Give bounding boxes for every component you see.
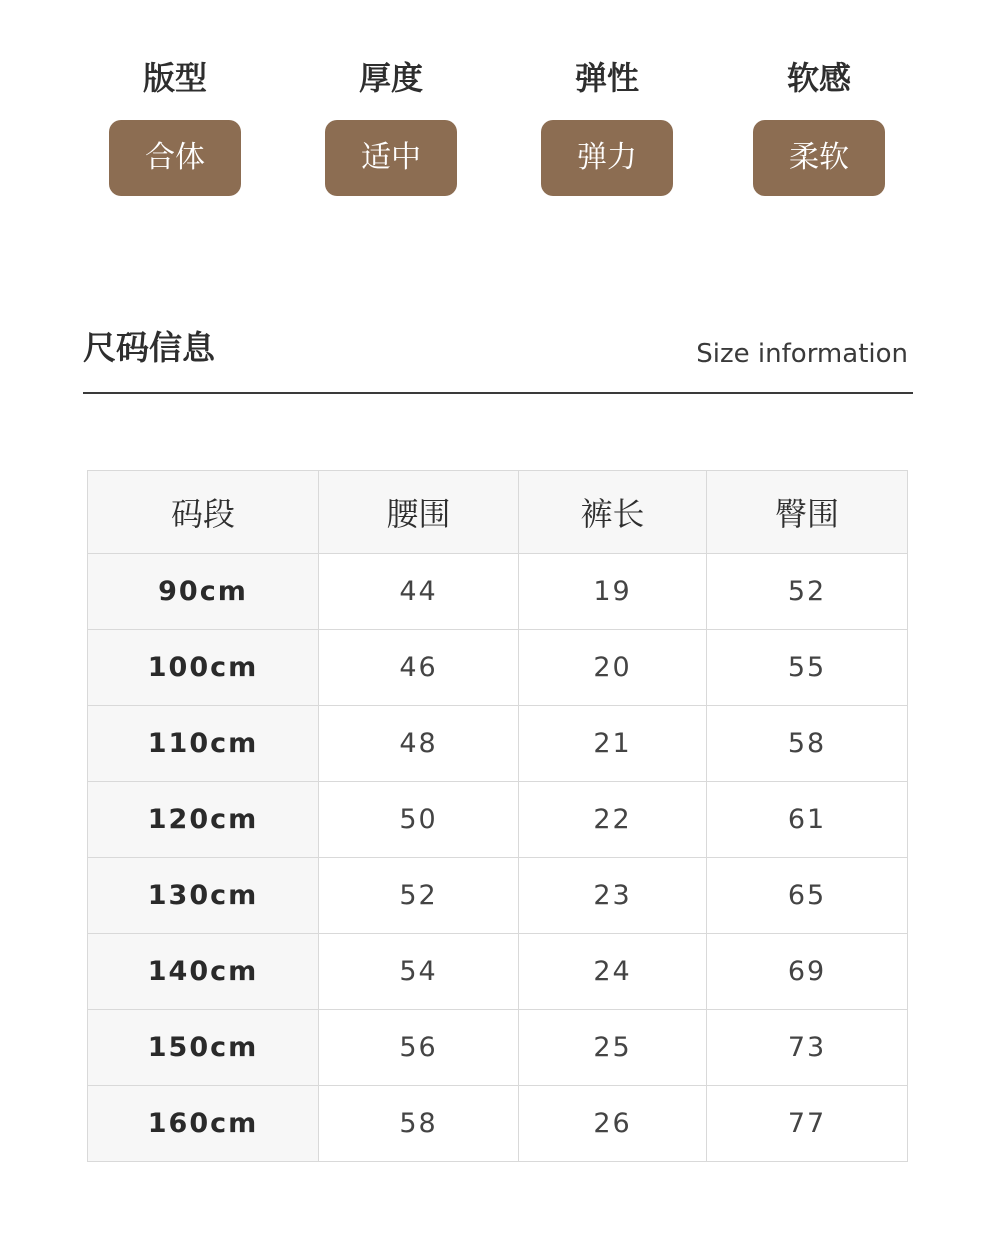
cell-size: 160cm xyxy=(88,1086,319,1162)
attribute-title: 软感 xyxy=(786,59,851,97)
cell-length: 25 xyxy=(519,1010,707,1086)
cell-waist: 58 xyxy=(319,1086,519,1162)
cell-length: 24 xyxy=(519,934,707,1010)
attribute-softness xyxy=(753,0,885,196)
table-header-row xyxy=(88,471,908,554)
cell-waist: 48 xyxy=(319,706,519,782)
cell-hip: 61 xyxy=(707,782,908,858)
attribute-badge: 弹力 xyxy=(541,120,673,196)
section-subtitle: Size information xyxy=(696,339,908,369)
cell-hip: 52 xyxy=(707,554,908,630)
cell-length: 22 xyxy=(519,782,707,858)
table-row xyxy=(88,1086,908,1162)
cell-length: 19 xyxy=(519,554,707,630)
cell-waist: 50 xyxy=(319,782,519,858)
attribute-badge: 合体 xyxy=(109,120,241,196)
section-title: 尺码信息 xyxy=(83,328,215,367)
cell-length: 21 xyxy=(519,706,707,782)
attribute-badge: 柔软 xyxy=(753,120,885,196)
header-pants-length: 裤长 xyxy=(519,471,707,554)
header-waist: 腰围 xyxy=(319,471,519,554)
section-divider xyxy=(83,392,913,394)
cell-waist: 44 xyxy=(319,554,519,630)
cell-hip: 73 xyxy=(707,1010,908,1086)
cell-length: 26 xyxy=(519,1086,707,1162)
cell-waist: 56 xyxy=(319,1010,519,1086)
attribute-title: 厚度 xyxy=(358,59,423,97)
cell-length: 20 xyxy=(519,630,707,706)
table-row xyxy=(88,706,908,782)
table-row xyxy=(88,554,908,630)
cell-length: 23 xyxy=(519,858,707,934)
header-size-range: 码段 xyxy=(88,471,319,554)
attribute-elasticity xyxy=(541,0,673,196)
cell-hip: 77 xyxy=(707,1086,908,1162)
cell-size: 100cm xyxy=(88,630,319,706)
cell-size: 90cm xyxy=(88,554,319,630)
attribute-fit xyxy=(109,0,241,196)
cell-size: 150cm xyxy=(88,1010,319,1086)
attribute-badge: 适中 xyxy=(325,120,457,196)
size-table xyxy=(87,470,908,1162)
cell-size: 130cm xyxy=(88,858,319,934)
attribute-thickness xyxy=(325,0,457,196)
table-row xyxy=(88,782,908,858)
table-row xyxy=(88,1010,908,1086)
cell-waist: 54 xyxy=(319,934,519,1010)
attribute-title: 版型 xyxy=(142,59,207,97)
cell-size: 140cm xyxy=(88,934,319,1010)
table-row xyxy=(88,934,908,1010)
header-hip: 臀围 xyxy=(707,471,908,554)
cell-size: 120cm xyxy=(88,782,319,858)
cell-waist: 46 xyxy=(319,630,519,706)
table-row xyxy=(88,858,908,934)
cell-size: 110cm xyxy=(88,706,319,782)
attribute-title: 弹性 xyxy=(574,59,639,97)
cell-hip: 69 xyxy=(707,934,908,1010)
cell-hip: 58 xyxy=(707,706,908,782)
product-attributes xyxy=(0,0,1000,220)
cell-hip: 55 xyxy=(707,630,908,706)
cell-waist: 52 xyxy=(319,858,519,934)
table-row xyxy=(88,630,908,706)
cell-hip: 65 xyxy=(707,858,908,934)
